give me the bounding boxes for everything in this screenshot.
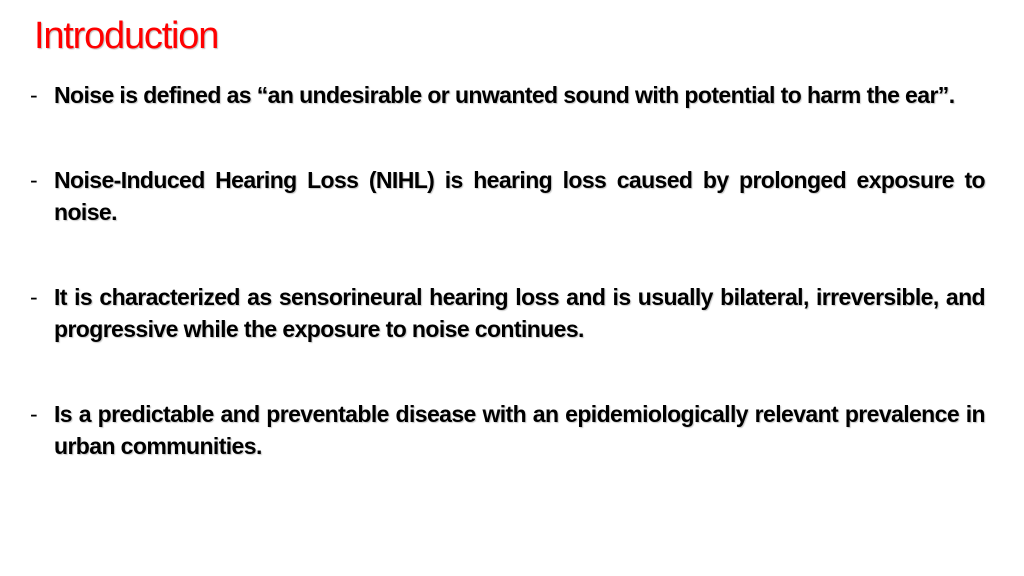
bullet-text: It is characterized as sensorineural hearing loss and is usually bilateral, irreversible, and progressive while the exposure to noise continues. — [54, 284, 985, 342]
bullet-item — [30, 164, 985, 228]
slide-title: Introduction — [34, 15, 219, 57]
bullet-list — [30, 79, 985, 515]
bullet-text: Noise-Induced Hearing Loss (NIHL) is hearing loss caused by prolonged exposure to noise. — [54, 167, 985, 225]
bullet-dash: - — [30, 167, 38, 193]
bullet-dash: - — [30, 401, 38, 427]
bullet-item — [30, 398, 985, 462]
bullet-text: Is a predictable and preventable disease with an epidemiologically relevant prevalence in urban communities. — [54, 401, 985, 459]
bullet-text: Noise is defined as “an undesirable or unwanted sound with potential to harm the ear”. — [54, 82, 955, 108]
bullet-dash: - — [30, 284, 38, 310]
bullet-item — [30, 79, 985, 111]
bullet-dash: - — [30, 82, 38, 108]
bullet-item — [30, 281, 985, 345]
